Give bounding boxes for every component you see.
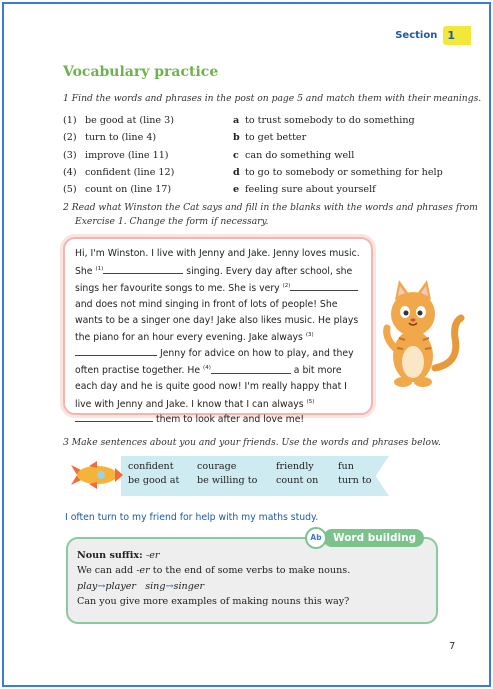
wb-rule-part: We can add <box>77 565 137 577</box>
story-segment: a bit more each day and he is quite good now! I'm really happy that I live with Jenny and Jake. I know that I can always <box>75 365 347 410</box>
word-list <box>128 461 378 486</box>
story-segment: Jenny for advice on how to play, and they often practise together. He <box>75 347 354 377</box>
exercise2-instruction-line1: 2 Read what Winston the Cat says and fill in the blanks with the words and phrases from <box>63 202 478 213</box>
item-phrase: turn to (line 4) <box>85 132 157 144</box>
item-meaning: to get better <box>245 132 307 144</box>
word-item: courage <box>197 461 237 472</box>
arrow-icon: → <box>97 580 106 592</box>
blank-2[interactable] <box>290 282 358 291</box>
blank-marker: (1) <box>95 265 104 272</box>
story-segment: singing. Every day after school, she sings her favourite songs to me. She is very <box>75 265 353 295</box>
item-letter: c <box>233 149 239 161</box>
blank-marker: (2) <box>282 283 291 290</box>
item-phrase: improve (line 11) <box>85 149 169 161</box>
wb-heading-text: Noun suffix: <box>77 550 146 561</box>
exercise2-instruction-line2: Exercise 1. Change the form if necessary. <box>75 216 269 227</box>
item-number: (4) <box>63 167 77 179</box>
wb-rule-suffix: -er <box>136 565 150 577</box>
exercise1-list <box>63 112 443 198</box>
wb-example-noun: player <box>105 580 137 592</box>
item-letter: d <box>233 167 240 179</box>
word-item: friendly <box>276 461 314 472</box>
word-item: confident <box>128 461 174 472</box>
wb-example-verb: sing <box>145 580 166 592</box>
story-text <box>75 246 365 428</box>
blank-marker: (4) <box>203 365 211 372</box>
section-number: 1 <box>443 26 471 45</box>
item-number: (5) <box>63 184 77 196</box>
wb-heading-suffix: -er <box>145 550 160 561</box>
section-tag <box>395 24 471 46</box>
cat-illustration <box>375 278 465 393</box>
item-letter: a <box>233 115 240 127</box>
exercise1-instruction: 1 Find the words and phrases in the post on page 5 and match them with their meanings. <box>63 93 482 104</box>
item-phrase: count on (line 17) <box>85 184 172 196</box>
list-item <box>63 129 443 146</box>
section-label: Section <box>395 29 438 41</box>
word-building-badge <box>305 527 440 549</box>
blank-marker: (5) <box>306 398 315 405</box>
wb-heading <box>77 548 350 563</box>
word-building-content <box>77 548 350 610</box>
blank-5[interactable] <box>75 413 153 422</box>
wb-rule-part: to the end of some verbs to make nouns. <box>149 565 351 577</box>
item-meaning: to trust somebody to do something <box>245 115 415 127</box>
item-phrase: be good at (line 3) <box>85 115 175 127</box>
list-item <box>63 164 443 181</box>
story-segment: and does not mind singing in front of lots of people! She wants to be a singer one day! Jake also likes music. He plays the piano for an hour every evening. Jake always <box>75 298 359 344</box>
blank-1[interactable] <box>103 265 183 274</box>
item-number: (3) <box>63 149 77 161</box>
example-sentence: I often turn to my friend for help with my maths study. <box>65 512 319 523</box>
item-number: (2) <box>63 132 77 144</box>
item-letter: b <box>233 132 240 144</box>
item-meaning: can do something well <box>245 149 355 161</box>
arrow-icon: → <box>165 580 174 592</box>
word-item: be good at <box>128 475 180 486</box>
story-segment: them to look after and love me! <box>153 414 305 426</box>
item-number: (1) <box>63 115 77 127</box>
blank-4[interactable] <box>211 365 291 374</box>
wb-rule <box>77 563 350 578</box>
rocket-icon <box>67 459 123 491</box>
ab-icon: Ab <box>305 527 327 549</box>
wb-question: Can you give more examples of making nouns this way? <box>77 596 350 608</box>
item-phrase: confident (line 12) <box>85 167 175 179</box>
list-item <box>63 147 443 164</box>
list-item <box>63 181 443 198</box>
wb-examples <box>77 579 350 594</box>
word-item: turn to <box>338 475 372 486</box>
list-item <box>63 112 443 129</box>
page-number: 7 <box>449 641 456 652</box>
word-item: be willing to <box>197 475 258 486</box>
item-letter: e <box>233 184 240 196</box>
blank-marker: (3) <box>305 332 314 339</box>
wb-example-verb: play <box>77 580 98 592</box>
exercise3-instruction: 3 Make sentences about you and your friends. Use the words and phrases below. <box>63 437 441 448</box>
item-meaning: feeling sure about yourself <box>245 184 376 196</box>
wb-example-noun: singer <box>173 580 205 592</box>
word-item: count on <box>276 475 319 486</box>
item-meaning: to go to somebody or something for help <box>245 167 443 179</box>
page-title: Vocabulary practice <box>63 64 219 80</box>
badge-label: Word building <box>323 529 424 547</box>
blank-3[interactable] <box>75 347 157 356</box>
word-item: fun <box>338 461 354 472</box>
story-segment: Hi, I'm Winston. I live with Jenny and Jake. Jenny loves music. She <box>75 248 360 277</box>
